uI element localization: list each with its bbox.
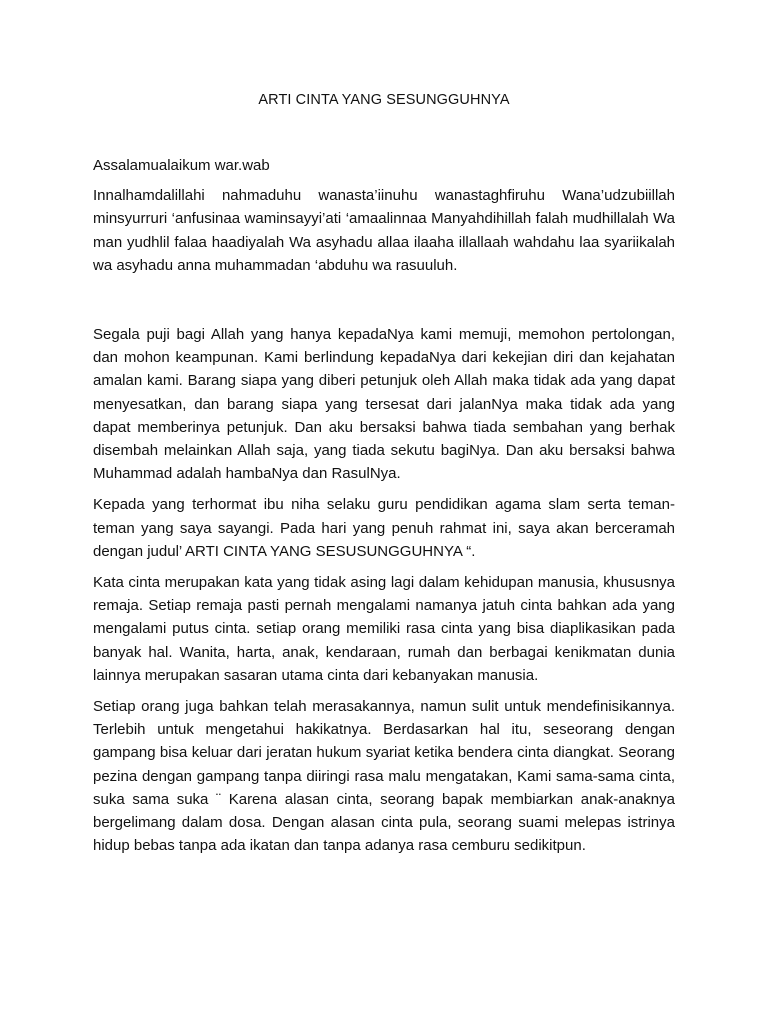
document-body [93,154,675,857]
body-paragraph-3: Kata cinta merupakan kata yang tidak asing lagi dalam kehidupan manusia, khususnya remaja. Setiap remaja pasti pernah mengalami namanya jatuh cinta bahkan ada yang mengalami putus cinta. setiap orang memiliki rasa cinta yang bisa diaplikasikan pada banyak hal. Wanita, harta, anak, kendaraan, rumah dan berbagai kenikmatan dunia lainnya merupakan sasaran utama cinta dari kebanyakan manusia. [93,574,675,684]
opening-paragraph: Innalhamdalillahi nahmaduhu wanasta’iinuhu wanastaghfiruhu Wana’udzubiillah minsyurruri ‘anfusinaa waminsayyi’ati ‘amaalinnaa Manyahdihillah falah mudhillalah Wa man yudhlil falaa haadiyalah Wa asyhadu allaa ilaaha illallaah wahdahu laa syariikalah wa asyhadu anna muhammadan ‘abduhu wa rasuuluh. [93,187,675,274]
body-paragraph-1: Segala puji bagi Allah yang hanya kepadaNya kami memuji, memohon pertolongan, dan mohon keampunan. Kami berlindung kepadaNya dari kekejian diri dan kejahatan amalan kami. Barang siapa yang diberi petunjuk oleh Allah maka tidak ada yang dapat menyesatkan, dan barang siapa yang tersesat dari jalanNya maka tidak ada yang dapat memberinya petunjuk. Dan aku bersaksi bahwa tiada sembahan yang berhak disembah melainkan Allah saja, yang tiada sekutu bagiNya. Dan aku bersaksi bahwa Muhammad adalah hambaNya dan RasulNya. [93,326,675,483]
body-paragraph-2: Kepada yang terhormat ibu niha selaku guru pendidikan agama slam serta teman-teman yang saya sayangi. Pada hari yang penuh rahmat ini, saya akan berceramah dengan judul’ ARTI CINTA YANG SESUSUNGGUHNYA “. [93,496,675,560]
document-title: ARTI CINTA YANG SESUNGGUHNYA [258,92,510,108]
greeting-line: Assalamualaikum war.wab [93,157,270,174]
body-paragraph-4: Setiap orang juga bahkan telah merasakannya, namun sulit untuk mendefinisikannya. Terlebih untuk mengetahui hakikatnya. Berdasarkan hal itu, seseorang dengan gampang bisa keluar dari jeratan hukum syariat ketika bendera cinta diangkat. Seorang pezina dengan gampang tanpa diiringi rasa malu mengatakan, Kami sama-sama cinta, suka sama suka ¨ Karena alasan cinta, seorang bapak membiarkan anak-anaknya bergelimang dalam dosa. Dengan alasan cinta pula, seorang suami melepas istrinya hidup bebas tanpa ada ikatan dan tanpa adanya rasa cemburu sedikitpun. [93,698,675,855]
